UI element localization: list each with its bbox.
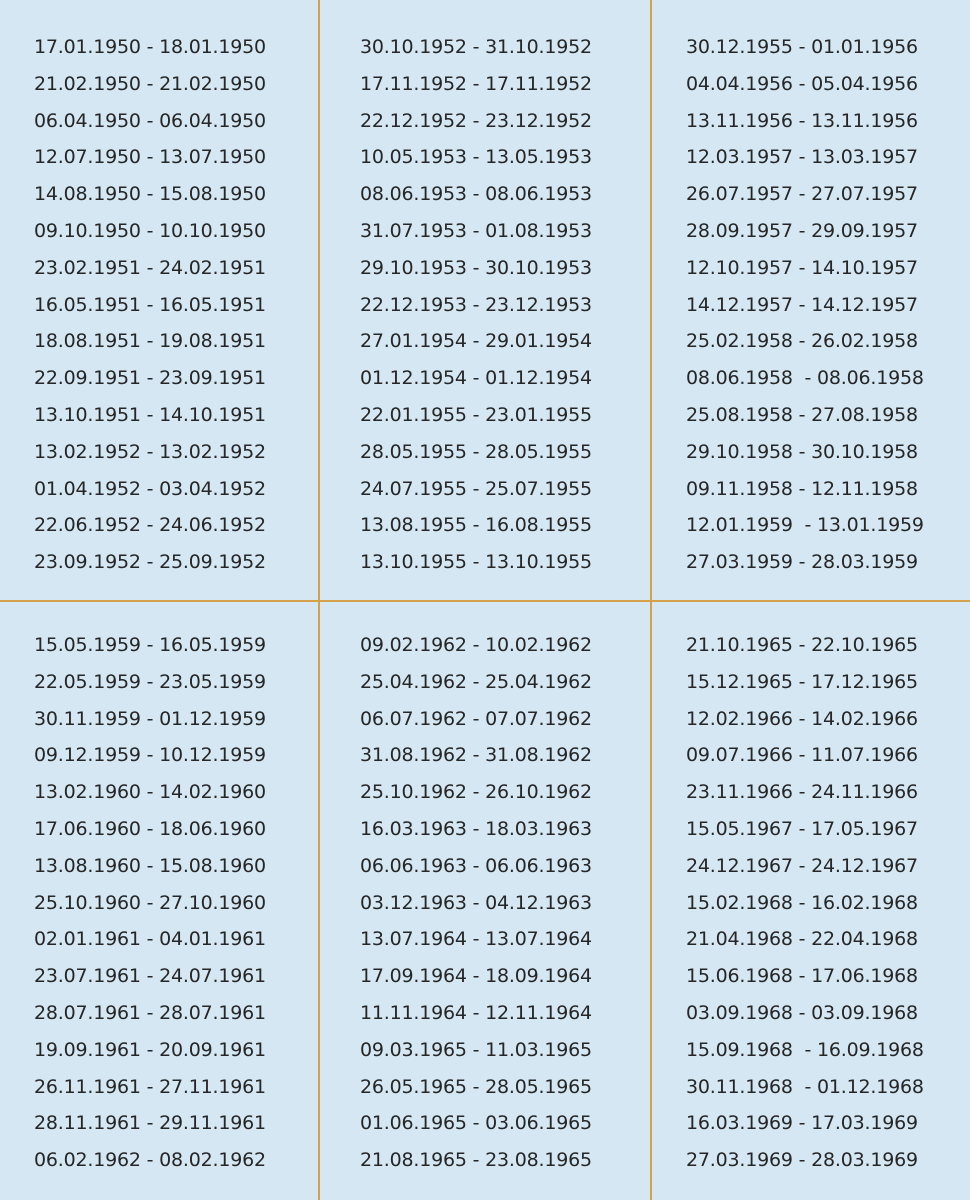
date-range-item: 30.11.1959 - 01.12.1959: [34, 707, 266, 730]
date-range-item: 23.11.1966 - 24.11.1966: [686, 781, 918, 804]
date-range-item: 15.09.1968 - 16.09.1968: [686, 1038, 924, 1061]
date-range-item: 13.08.1955 - 16.08.1955: [360, 514, 592, 537]
date-range-item: 15.12.1965 - 17.12.1965: [686, 670, 918, 693]
date-range-item: 03.12.1963 - 04.12.1963: [360, 891, 592, 914]
date-range-item: 31.08.1962 - 31.08.1962: [360, 744, 592, 767]
date-range-item: 28.05.1955 - 28.05.1955: [360, 440, 592, 463]
date-list-column-3-top: [686, 29, 924, 581]
date-range-item: 24.07.1955 - 25.07.1955: [360, 477, 592, 500]
date-range-item: 13.10.1955 - 13.10.1955: [360, 551, 592, 574]
date-range-item: 22.09.1951 - 23.09.1951: [34, 367, 266, 390]
date-range-item: 25.04.1962 - 25.04.1962: [360, 670, 592, 693]
date-range-item: 06.07.1962 - 07.07.1962: [360, 707, 592, 730]
date-range-item: 21.08.1965 - 23.08.1965: [360, 1149, 592, 1172]
date-range-item: 28.07.1961 - 28.07.1961: [34, 1001, 266, 1024]
date-range-item: 12.02.1966 - 14.02.1966: [686, 707, 918, 730]
date-range-item: 13.07.1964 - 13.07.1964: [360, 928, 592, 951]
date-range-item: 15.02.1968 - 16.02.1968: [686, 891, 918, 914]
date-range-item: 31.07.1953 - 01.08.1953: [360, 219, 592, 242]
date-range-item: 14.08.1950 - 15.08.1950: [34, 183, 266, 206]
date-range-item: 29.10.1953 - 30.10.1953: [360, 256, 592, 279]
date-range-item: 26.05.1965 - 28.05.1965: [360, 1075, 592, 1098]
date-range-item: 24.12.1967 - 24.12.1967: [686, 854, 918, 877]
date-range-item: 27.03.1969 - 28.03.1969: [686, 1149, 918, 1172]
date-range-item: 01.04.1952 - 03.04.1952: [34, 477, 266, 500]
date-range-item: 22.01.1955 - 23.01.1955: [360, 403, 592, 426]
date-range-item: 06.02.1962 - 08.02.1962: [34, 1149, 266, 1172]
date-range-item: 04.04.1956 - 05.04.1956: [686, 72, 918, 95]
date-range-item: 16.05.1951 - 16.05.1951: [34, 293, 266, 316]
date-range-item: 12.01.1959 - 13.01.1959: [686, 514, 924, 537]
date-range-item: 13.08.1960 - 15.08.1960: [34, 854, 266, 877]
date-range-item: 15.05.1967 - 17.05.1967: [686, 817, 918, 840]
date-range-item: 23.07.1961 - 24.07.1961: [34, 965, 266, 988]
date-range-item: 28.11.1961 - 29.11.1961: [34, 1112, 266, 1135]
date-range-item: 18.08.1951 - 19.08.1951: [34, 330, 266, 353]
date-range-item: 08.06.1953 - 08.06.1953: [360, 183, 592, 206]
date-range-item: 12.03.1957 - 13.03.1957: [686, 146, 918, 169]
date-list-column-1-bottom: [34, 627, 266, 1179]
date-range-item: 19.09.1961 - 20.09.1961: [34, 1038, 266, 1061]
date-range-item: 14.12.1957 - 14.12.1957: [686, 293, 918, 316]
date-range-item: 09.03.1965 - 11.03.1965: [360, 1038, 592, 1061]
date-list-column-2-bottom: [360, 627, 592, 1179]
date-range-item: 09.12.1959 - 10.12.1959: [34, 744, 266, 767]
date-range-item: 06.04.1950 - 06.04.1950: [34, 109, 266, 132]
date-range-item: 30.12.1955 - 01.01.1956: [686, 36, 918, 58]
date-range-item: 16.03.1969 - 17.03.1969: [686, 1112, 918, 1135]
date-range-item: 17.01.1950 - 18.01.1950: [34, 36, 266, 58]
date-range-item: 30.10.1952 - 31.10.1952: [360, 36, 592, 58]
date-range-item: 21.10.1965 - 22.10.1965: [686, 634, 918, 656]
date-range-item: 13.02.1952 - 13.02.1952: [34, 440, 266, 463]
date-range-item: 01.12.1954 - 01.12.1954: [360, 367, 592, 390]
date-range-item: 17.09.1964 - 18.09.1964: [360, 965, 592, 988]
date-range-item: 25.08.1958 - 27.08.1958: [686, 403, 918, 426]
date-range-item: 26.07.1957 - 27.07.1957: [686, 183, 918, 206]
date-range-item: 13.02.1960 - 14.02.1960: [34, 781, 266, 804]
date-range-item: 27.01.1954 - 29.01.1954: [360, 330, 592, 353]
date-range-item: 03.09.1968 - 03.09.1968: [686, 1001, 918, 1024]
date-range-item: 22.12.1952 - 23.12.1952: [360, 109, 592, 132]
date-range-item: 12.10.1957 - 14.10.1957: [686, 256, 918, 279]
date-range-item: 25.10.1960 - 27.10.1960: [34, 891, 266, 914]
date-range-item: 21.02.1950 - 21.02.1950: [34, 72, 266, 95]
date-range-item: 22.12.1953 - 23.12.1953: [360, 293, 592, 316]
date-range-item: 21.04.1968 - 22.04.1968: [686, 928, 918, 951]
date-list-column-3-bottom: [686, 627, 924, 1179]
date-range-item: 09.11.1958 - 12.11.1958: [686, 477, 918, 500]
date-range-item: 27.03.1959 - 28.03.1959: [686, 551, 918, 574]
date-range-item: 10.05.1953 - 13.05.1953: [360, 146, 592, 169]
date-range-item: 23.09.1952 - 25.09.1952: [34, 551, 266, 574]
date-list-column-2-top: [360, 29, 592, 581]
date-range-item: 13.11.1956 - 13.11.1956: [686, 109, 918, 132]
date-range-item: 28.09.1957 - 29.09.1957: [686, 219, 918, 242]
date-range-item: 30.11.1968 - 01.12.1968: [686, 1075, 924, 1098]
date-range-item: 16.03.1963 - 18.03.1963: [360, 817, 592, 840]
row-divider: [0, 600, 970, 602]
date-range-item: 23.02.1951 - 24.02.1951: [34, 256, 266, 279]
date-range-item: 25.10.1962 - 26.10.1962: [360, 781, 592, 804]
date-range-item: 29.10.1958 - 30.10.1958: [686, 440, 918, 463]
date-range-item: 25.02.1958 - 26.02.1958: [686, 330, 918, 353]
date-range-item: 02.01.1961 - 04.01.1961: [34, 928, 266, 951]
date-range-item: 12.07.1950 - 13.07.1950: [34, 146, 266, 169]
date-range-item: 17.11.1952 - 17.11.1952: [360, 72, 592, 95]
date-range-item: 15.05.1959 - 16.05.1959: [34, 634, 266, 656]
date-range-item: 17.06.1960 - 18.06.1960: [34, 817, 266, 840]
date-range-item: 26.11.1961 - 27.11.1961: [34, 1075, 266, 1098]
date-range-item: 01.06.1965 - 03.06.1965: [360, 1112, 592, 1135]
date-range-item: 08.06.1958 - 08.06.1958: [686, 367, 924, 390]
date-range-item: 22.06.1952 - 24.06.1952: [34, 514, 266, 537]
date-range-item: 09.10.1950 - 10.10.1950: [34, 219, 266, 242]
date-list-column-1-top: [34, 29, 266, 581]
date-range-item: 13.10.1951 - 14.10.1951: [34, 403, 266, 426]
date-range-item: 09.07.1966 - 11.07.1966: [686, 744, 918, 767]
date-range-item: 06.06.1963 - 06.06.1963: [360, 854, 592, 877]
date-range-item: 09.02.1962 - 10.02.1962: [360, 634, 592, 656]
date-range-item: 22.05.1959 - 23.05.1959: [34, 670, 266, 693]
date-range-item: 15.06.1968 - 17.06.1968: [686, 965, 918, 988]
date-range-item: 11.11.1964 - 12.11.1964: [360, 1001, 592, 1024]
